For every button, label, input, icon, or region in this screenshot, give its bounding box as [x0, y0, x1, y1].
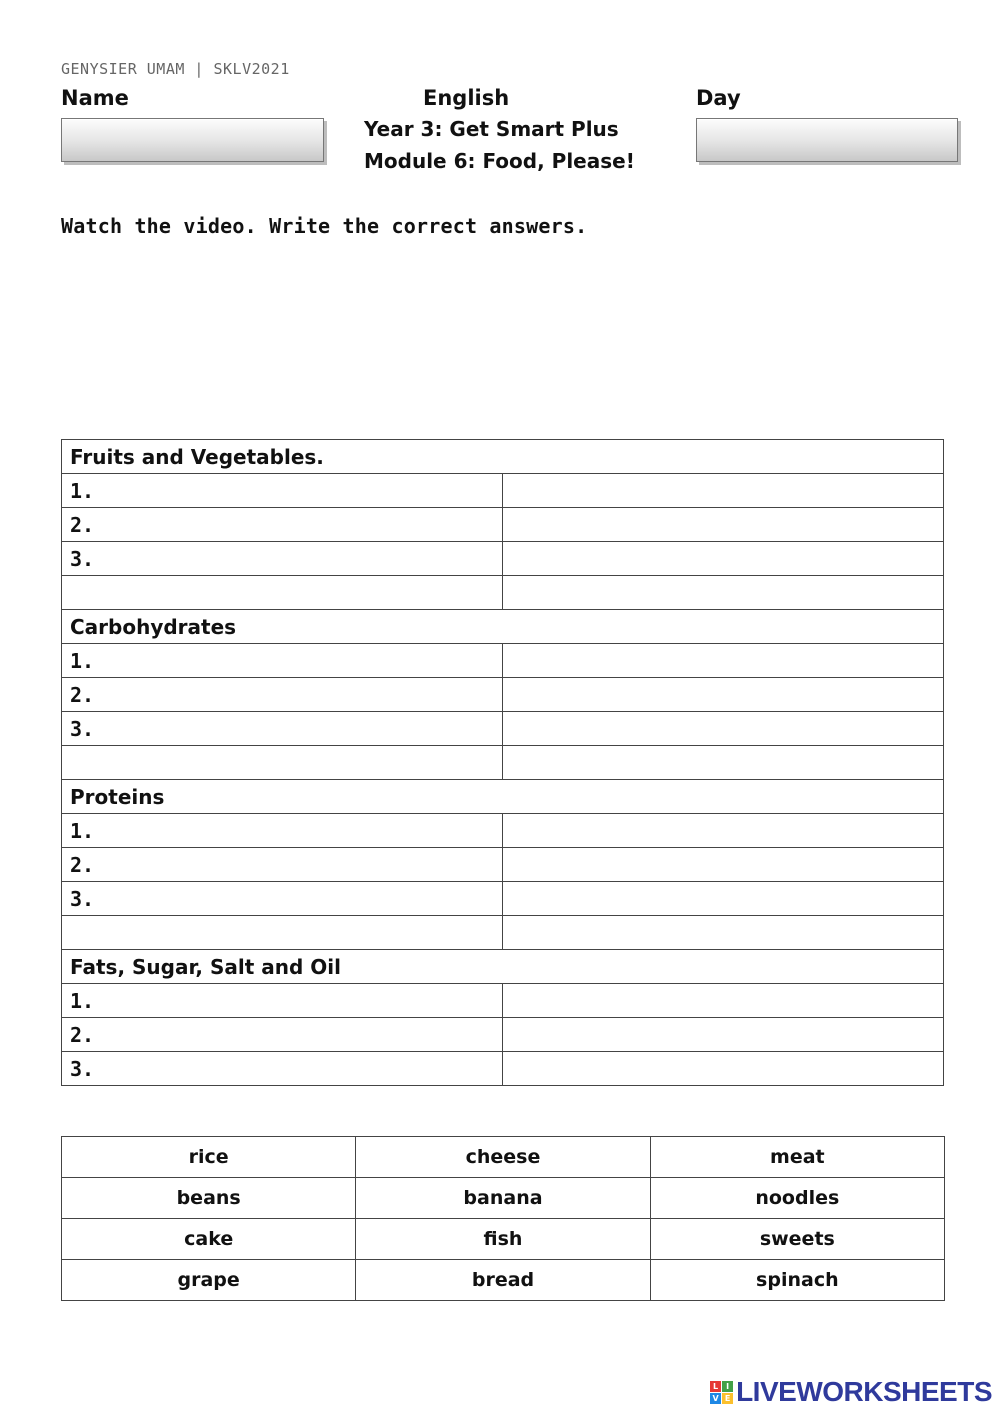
subject-label: English: [423, 86, 510, 110]
answer-cell[interactable]: [503, 644, 944, 678]
row-number: 2.: [62, 848, 503, 882]
author-line: GENYSIER UMAM | SKLV2021: [61, 60, 290, 78]
word-bank-row: [62, 1178, 945, 1219]
logo-letter: I: [722, 1381, 733, 1392]
spacer-cell: [62, 746, 503, 780]
logo-icon: [710, 1381, 733, 1404]
answer-cell[interactable]: [503, 814, 944, 848]
word-bank-item: noodles: [650, 1178, 944, 1219]
word-bank-item: rice: [62, 1137, 356, 1178]
name-label: Name: [61, 86, 129, 110]
row-number: 3.: [62, 712, 503, 746]
answer-row: [62, 1018, 944, 1052]
answer-cell[interactable]: [503, 712, 944, 746]
logo-letter: E: [722, 1393, 733, 1404]
category-title: Fruits and Vegetables.: [62, 440, 944, 474]
answer-cell[interactable]: [503, 542, 944, 576]
answer-row: [62, 678, 944, 712]
answer-cell[interactable]: [503, 508, 944, 542]
spacer-row: [62, 746, 944, 780]
category-header-row: [62, 440, 944, 474]
row-number: 3.: [62, 1052, 503, 1086]
category-title: Carbohydrates: [62, 610, 944, 644]
answer-row: [62, 644, 944, 678]
word-bank-item: grape: [62, 1260, 356, 1301]
word-bank-row: [62, 1137, 945, 1178]
year-line: Year 3: Get Smart Plus: [364, 117, 619, 141]
module-line: Module 6: Food, Please!: [364, 149, 635, 173]
row-number: 1.: [62, 814, 503, 848]
word-bank-item: sweets: [650, 1219, 944, 1260]
answer-cell[interactable]: [503, 984, 944, 1018]
logo-letter: L: [710, 1381, 721, 1392]
logo-letter: V: [710, 1393, 721, 1404]
answer-cell[interactable]: [503, 678, 944, 712]
row-number: 1.: [62, 644, 503, 678]
word-bank-item: spinach: [650, 1260, 944, 1301]
answer-row: [62, 882, 944, 916]
word-bank-item: meat: [650, 1137, 944, 1178]
word-bank-item: cake: [62, 1219, 356, 1260]
answer-row: [62, 814, 944, 848]
row-number: 3.: [62, 542, 503, 576]
answer-cell[interactable]: [503, 1018, 944, 1052]
answer-row: [62, 1052, 944, 1086]
name-input[interactable]: [61, 118, 324, 162]
answer-row: [62, 474, 944, 508]
spacer-cell: [503, 916, 944, 950]
spacer-cell: [503, 576, 944, 610]
row-number: 1.: [62, 984, 503, 1018]
word-bank-table: [61, 1136, 945, 1301]
word-bank-row: [62, 1260, 945, 1301]
answer-row: [62, 848, 944, 882]
word-bank-item: banana: [356, 1178, 650, 1219]
spacer-cell: [503, 746, 944, 780]
day-input[interactable]: [696, 118, 958, 162]
answer-row: [62, 542, 944, 576]
brand-name: LIVEWORKSHEETS: [736, 1376, 992, 1407]
instruction: Watch the video. Write the correct answers.: [61, 214, 588, 238]
answer-row: [62, 984, 944, 1018]
spacer-cell: [62, 576, 503, 610]
row-number: 2.: [62, 508, 503, 542]
spacer-row: [62, 916, 944, 950]
row-number: 2.: [62, 1018, 503, 1052]
category-title: Fats, Sugar, Salt and Oil: [62, 950, 944, 984]
answer-cell[interactable]: [503, 1052, 944, 1086]
category-title: Proteins: [62, 780, 944, 814]
answer-cell[interactable]: [503, 848, 944, 882]
category-header-row: [62, 950, 944, 984]
liveworksheets-logo: [710, 1376, 992, 1408]
row-number: 3.: [62, 882, 503, 916]
word-bank-item: cheese: [356, 1137, 650, 1178]
category-header-row: [62, 780, 944, 814]
row-number: 2.: [62, 678, 503, 712]
day-label: Day: [696, 86, 741, 110]
word-bank-item: bread: [356, 1260, 650, 1301]
word-bank-row: [62, 1219, 945, 1260]
category-header-row: [62, 610, 944, 644]
category-table: [61, 439, 944, 1086]
answer-cell[interactable]: [503, 882, 944, 916]
word-bank-item: beans: [62, 1178, 356, 1219]
spacer-cell: [62, 916, 503, 950]
answer-row: [62, 508, 944, 542]
word-bank-item: fish: [356, 1219, 650, 1260]
answer-cell[interactable]: [503, 474, 944, 508]
row-number: 1.: [62, 474, 503, 508]
answer-row: [62, 712, 944, 746]
spacer-row: [62, 576, 944, 610]
